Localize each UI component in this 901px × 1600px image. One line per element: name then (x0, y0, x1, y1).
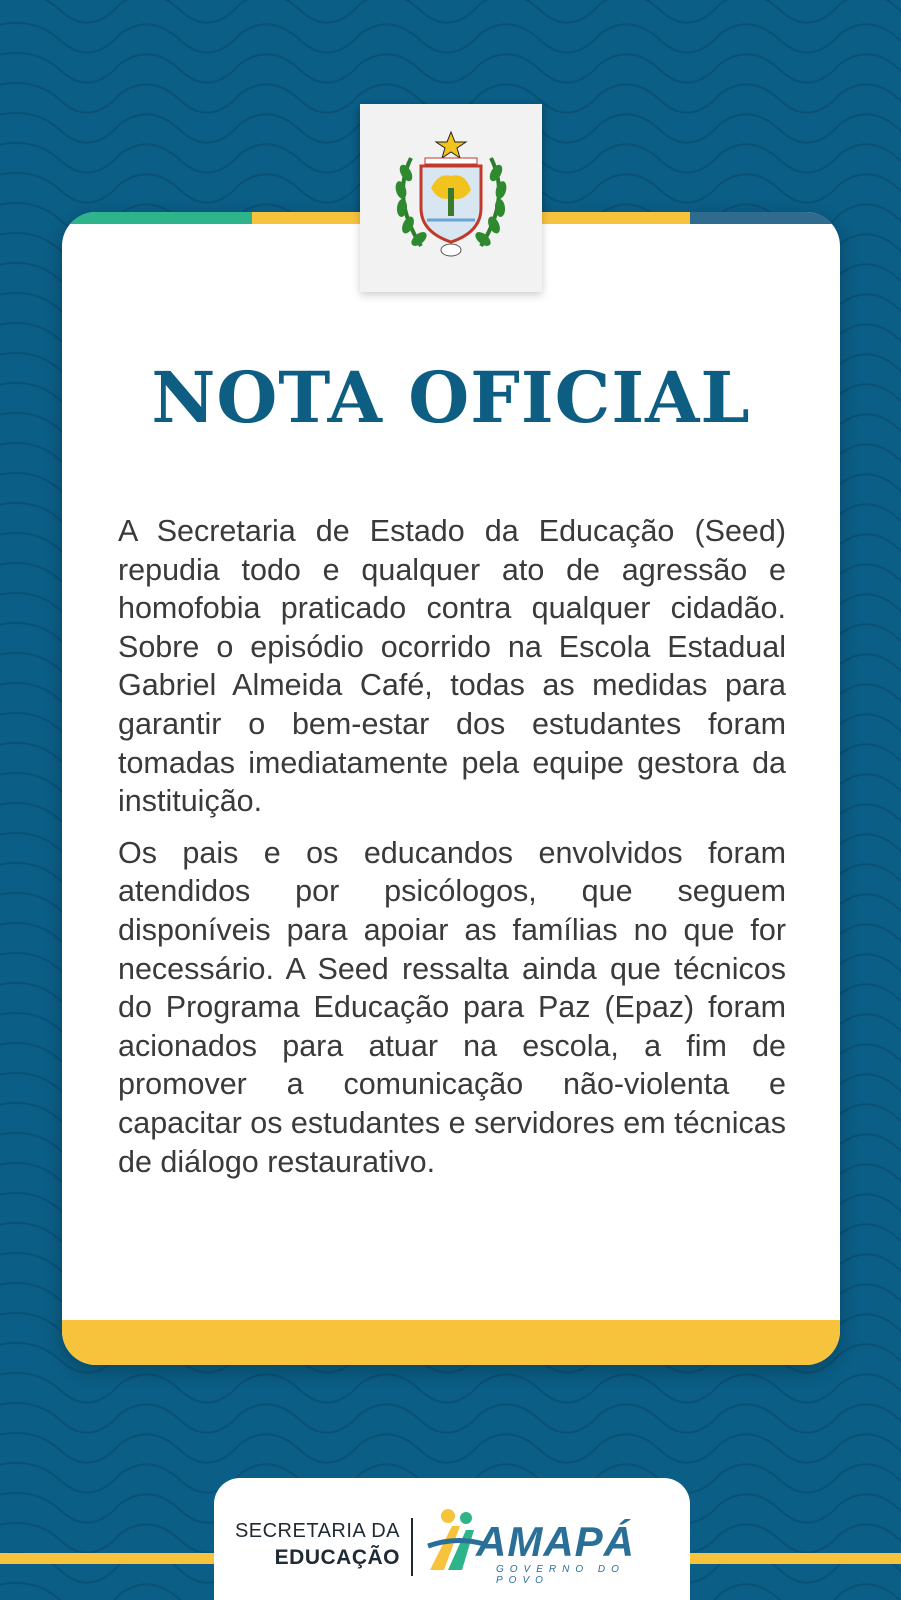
secretaria-label (230, 1518, 400, 1572)
coat-of-arms-icon (381, 128, 521, 268)
amapa-tagline: GOVERNO DO POVO (496, 1564, 625, 1586)
note-body (118, 512, 786, 1194)
note-paragraph-1: A Secretaria de Estado da Educação (Seed) repudia todo e qualquer ato de agressão e homofobia praticado contra qualquer cidadão. Sobre o episódio ocorrido na Escola Estadual Gabriel Almeida Café, todas as medidas para garantir o bem-estar dos estudantes foram tomadas imediatamente pela equipe gestora da instituição. (118, 514, 786, 819)
footer-divider (411, 1518, 413, 1576)
amapa-logo (426, 1500, 676, 1584)
card-bottom-accent-bar (62, 1320, 840, 1365)
note-paragraph-2: Os pais e os educandos envolvidos foram atendidos por psicólogos, que seguem disponíveis para apoiar as famílias no que for necessário. A Seed ressalta ainda que técnicos do Programa Educação para Paz (Epaz) foram acionados para atuar na escola, a fim de promover a comunicação não-violenta e capacitar os estudantes e servidores em técnicas de diálogo restaurativo. (118, 835, 786, 1179)
amapa-wordmark: AMAPÁ (476, 1518, 635, 1565)
secretaria-line2: EDUCAÇÃO (274, 1546, 400, 1569)
accent-green-segment (62, 212, 252, 224)
accent-blue-segment (690, 212, 840, 224)
page-title: NOTA OFICIAL (151, 356, 751, 439)
state-emblem-front (360, 104, 542, 292)
secretaria-line1: SECRETARIA DA (234, 1520, 400, 1542)
footer-panel (214, 1478, 690, 1600)
